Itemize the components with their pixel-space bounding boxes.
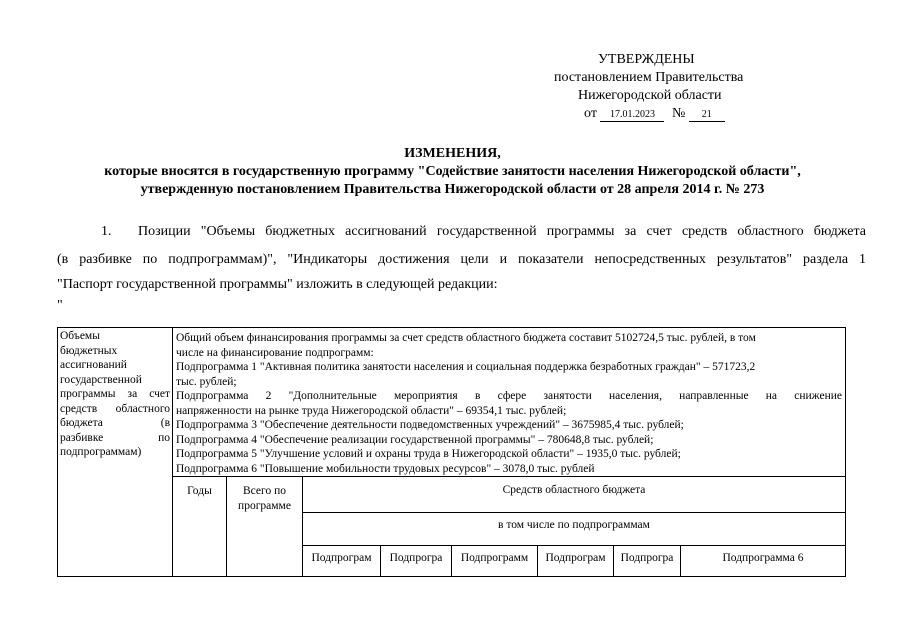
- approval-date: 17.01.2023: [600, 109, 664, 122]
- funding-line: Подпрограмма 3 "Обеспечение деятельности подведомственных учреждений" – 3675985,4 тыс. рублей;: [176, 419, 684, 431]
- funding-line: Подпрограмма 1 "Активная политика занятости населения и социальная поддержка безработных граждан" – 571723,2: [176, 361, 756, 373]
- approval-heading: УТВЕРЖДЕНЫ: [598, 52, 695, 67]
- by-subprogram-header: в том числе по подпрограммам: [303, 513, 846, 546]
- approval-number: 21: [689, 109, 725, 122]
- number-label: №: [671, 106, 686, 121]
- passport-table: [57, 327, 846, 577]
- subprogram-6-header: Подпрограмма 6: [681, 546, 846, 577]
- subprogram-3-header: Подпрограмм: [452, 546, 538, 577]
- from-label: от: [584, 106, 597, 121]
- funding-line: тыс. рублей;: [176, 375, 237, 388]
- row-label-line: программы за счет: [60, 388, 170, 400]
- row-label-line: разбивке по: [60, 431, 170, 444]
- funding-line: Подпрограмма 6 "Повышение мобильности трудовых ресурсов" – 3078,0 тыс. рублей: [176, 462, 595, 475]
- row-label-line: бюджетных: [60, 344, 118, 357]
- subprogram-2-header: Подпрогра: [381, 546, 452, 577]
- funding-line: Подпрограмма 2 "Дополнительные мероприятия в сфере занятости населения, направленные на снижение: [176, 390, 842, 402]
- paragraph-line-3: "Паспорт государственной программы" изложить в следующей редакции:: [57, 277, 498, 292]
- funding-line: напряженности на рынке труда Нижегородской области" – 69354,1 тыс. рублей;: [176, 404, 567, 417]
- funding-row: [58, 328, 846, 477]
- regional-budget-header: Средств областного бюджета: [303, 477, 846, 513]
- document-title: ИЗМЕНЕНИЯ,: [404, 146, 501, 161]
- paragraph-line-1: Позиции "Объемы бюджетных ассигнований государственной программы за счет средств областного бюджета: [138, 224, 866, 239]
- total-header-line: программе: [238, 499, 291, 512]
- row-label-line: подпрограммам): [60, 446, 142, 458]
- subprogram-1-header: Подпрограм: [303, 546, 381, 577]
- document-subtitle-1: которые вносятся в государственную программу "Содействие занятости населения Нижегородской области",: [104, 164, 801, 179]
- funding-description-cell: [173, 328, 846, 477]
- row-label-line: средств областного: [60, 402, 170, 415]
- funding-line: Подпрограмма 4 "Обеспечение реализации государственной программы" – 780648,8 тыс. рублей;: [176, 433, 654, 446]
- row-label-line: государственной: [60, 373, 142, 386]
- row-label-line: ассигнований: [60, 359, 127, 371]
- paragraph-number: 1.: [101, 224, 112, 239]
- approval-date-line: [584, 106, 725, 122]
- subprogram-5-header: Подпрогра: [614, 546, 681, 577]
- header-row-1: [58, 477, 846, 513]
- row-label-line: бюджета (в: [60, 417, 170, 429]
- funding-line: числе на финансирование подпрограмм:: [176, 346, 374, 359]
- document-subtitle-2: утвержденную постановлением Правительства Нижегородской области от 28 апреля 2014 г. № 273: [140, 182, 765, 197]
- subprogram-4-header: Подпрограм: [538, 546, 614, 577]
- opening-quote: ": [57, 298, 63, 313]
- funding-line: Подпрограмма 5 "Улучшение условий и охраны труда в Нижегородской области" – 1935,0 тыс. рублей;: [176, 448, 681, 460]
- years-header: Годы: [173, 477, 227, 577]
- approval-line-2: постановлением Правительства: [554, 70, 744, 85]
- funding-line: Общий объем финансирования программы за счет средств областного бюджета составит 5102724,5 тыс. рублей, в том: [176, 332, 756, 344]
- paragraph-line-2: (в разбивке по подпрограммам)", "Индикаторы достижения цели и показатели непосредственных результатов" раздела 1: [57, 252, 866, 267]
- total-header: [227, 477, 303, 577]
- row-label-cell: [58, 328, 173, 577]
- row-label-line: Объемы: [60, 330, 100, 342]
- approval-line-3: Нижегородской области: [578, 88, 722, 103]
- total-header-line: Всего по: [243, 485, 286, 497]
